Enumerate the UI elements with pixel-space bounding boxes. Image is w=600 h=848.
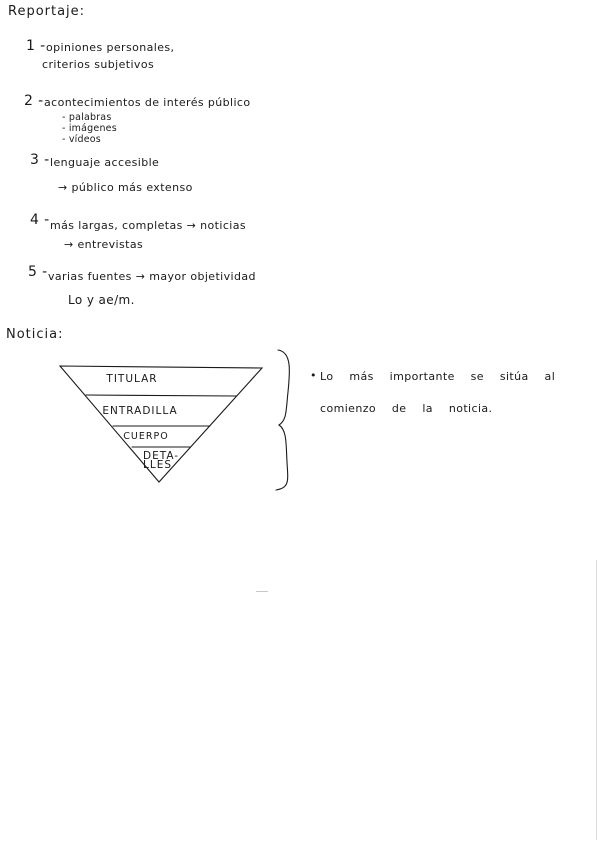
item-2-sub-videos: - vídeos: [62, 134, 101, 145]
pyramid-titular: TITULAR: [106, 373, 158, 385]
item-1-number: 1 -: [26, 38, 46, 54]
noticia-heading: Noticia:: [6, 327, 64, 342]
curly-brace: [276, 350, 289, 490]
item-1-sub: criterios subjetivos: [42, 58, 155, 71]
pyramid-detalles-2: LLES: [143, 459, 172, 471]
item-1-text: opiniones personales,: [46, 41, 175, 54]
pyramid-detalles-1: DETA-: [143, 450, 180, 462]
note-bullet: •: [310, 369, 317, 382]
reportaje-heading: Reportaje:: [8, 4, 86, 19]
item-4-text: más largas, completas → noticias: [50, 219, 246, 232]
item-4-sub: → entrevistas: [64, 238, 144, 251]
page-edge-line: [596, 560, 597, 840]
note-line-1: Lo más importante se sitúa al: [320, 370, 556, 383]
pyramid-divider-1: [86, 395, 236, 396]
item-5-number: 5 -: [28, 264, 48, 280]
pyramid-entradilla: ENTRADILLA: [102, 405, 178, 417]
note-line-2: comienzo de la noticia.: [320, 402, 493, 415]
page-mark: [256, 591, 268, 592]
item-3-sub: → público más extenso: [58, 181, 193, 194]
item-3-text: lenguaje accesible: [50, 156, 160, 169]
item-2-number: 2 -: [24, 93, 44, 109]
pyramid-cuerpo: CUERPO: [123, 431, 169, 442]
item-5-text: varias fuentes → mayor objetividad: [48, 270, 256, 283]
item-2-sub-palabras: - palabras: [62, 112, 112, 123]
item-4-number: 4 -: [30, 212, 50, 228]
item-5-sub: Lo y ae/m.: [68, 293, 135, 307]
item-2-sub-imagenes: - imágenes: [62, 123, 117, 134]
item-3-number: 3 -: [30, 152, 50, 168]
item-2-text: acontecimientos de interés público: [44, 96, 251, 109]
